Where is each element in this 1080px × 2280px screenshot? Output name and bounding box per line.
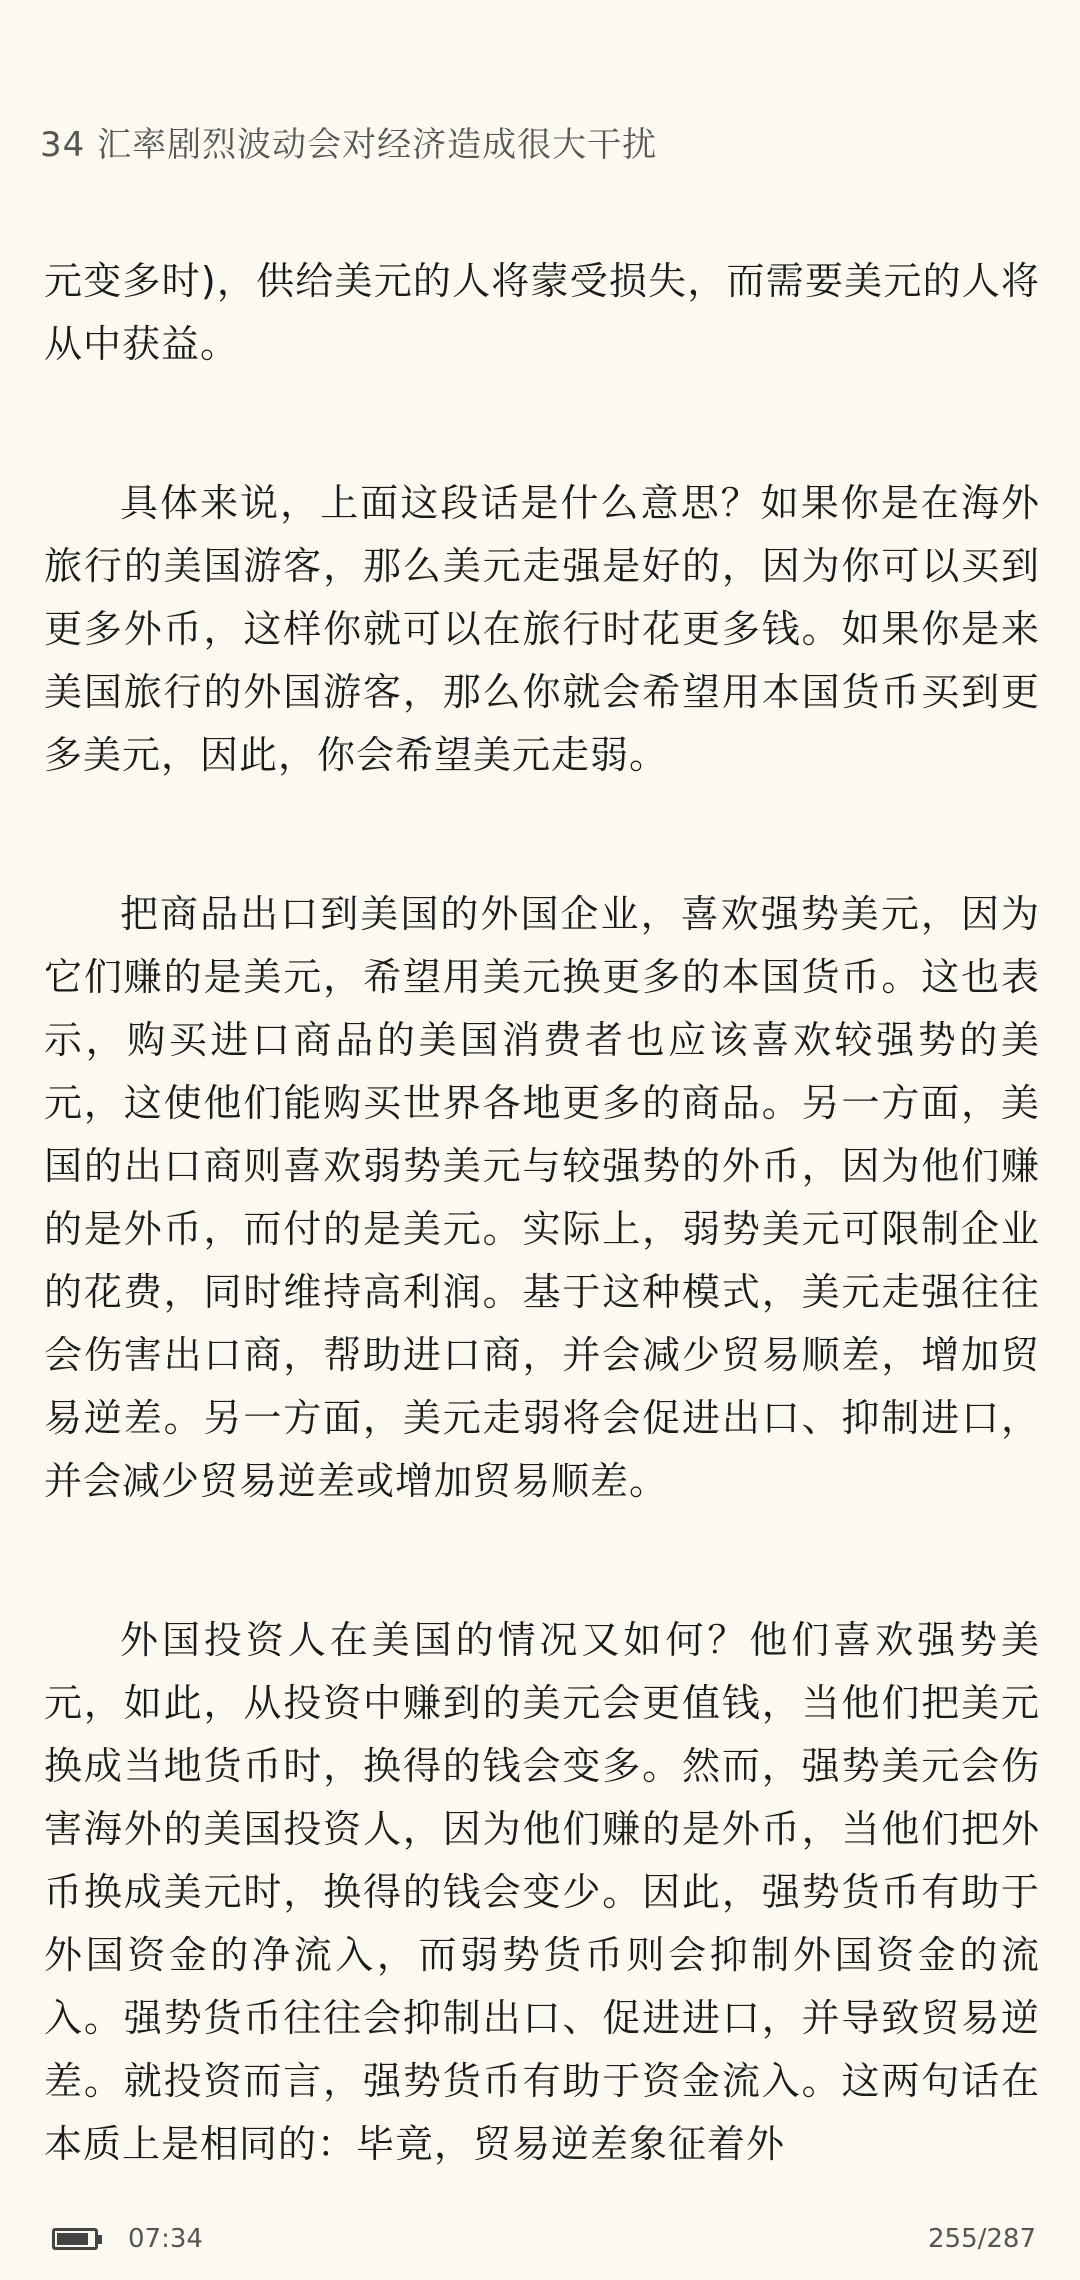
- paragraph-continued: 元变多时)，供给美元的人将蒙受损失，而需要美元的人将从中获益。: [44, 259, 1040, 366]
- reader-status-bar: [0, 2210, 1080, 2270]
- paragraph-gap: [44, 787, 1040, 883]
- paragraph-gap: [44, 376, 1040, 472]
- page-counter: 255/287: [927, 2224, 1036, 2254]
- battery-fill: [57, 2233, 88, 2245]
- battery-icon: [52, 2228, 98, 2250]
- reading-area[interactable]: [44, 250, 1040, 2176]
- paragraph-gap: [44, 1513, 1040, 1609]
- chapter-title: 34 汇率剧烈波动会对经济造成很大干扰: [40, 125, 658, 165]
- battery-terminal: [98, 2235, 102, 2244]
- paragraph: 外国投资人在美国的情况又如何？他们喜欢强势美元，如此，从投资中赚到的美元会更值钱，当他们把美元换成当地货币时，换得的钱会变多。然而，强势美元会伤害海外的美国投资人，因为他们赚的是外币，当他们把外币换成美元时，换得的钱会变少。因此，强势货币有助于外国资金的净流入，而弱势货币则会抑制外国资金的流入。强势货币往往会抑制出口、促进进口，并导致贸易逆差。就投资而言，强势货币有助于资金流入。这两句话在本质上是相同的：毕竟，贸易逆差象征着外: [44, 1618, 1040, 2166]
- paragraph: 把商品出口到美国的外国企业，喜欢强势美元，因为它们赚的是美元，希望用美元换更多的本国货币。这也表示，购买进口商品的美国消费者也应该喜欢较强势的美元，这使他们能购买世界各地更多的商品。另一方面，美国的出口商则喜欢弱势美元与较强势的外币，因为他们赚的是外币，而付的是美元。实际上，弱势美元可限制企业的花费，同时维持高利润。基于这种模式，美元走强往往会伤害出口商，帮助进口商，并会减少贸易顺差，增加贸易逆差。另一方面，美元走弱将会促进出口、抑制进口，并会减少贸易逆差或增加贸易顺差。: [44, 892, 1040, 1503]
- paragraph: 具体来说，上面这段话是什么意思？如果你是在海外旅行的美国游客，那么美元走强是好的，因为你可以买到更多外币，这样你就可以在旅行时花更多钱。如果你是来美国旅行的外国游客，那么你就会希望用本国货币买到更多美元，因此，你会希望美元走弱。: [44, 481, 1040, 777]
- clock: 07:34: [128, 2224, 203, 2254]
